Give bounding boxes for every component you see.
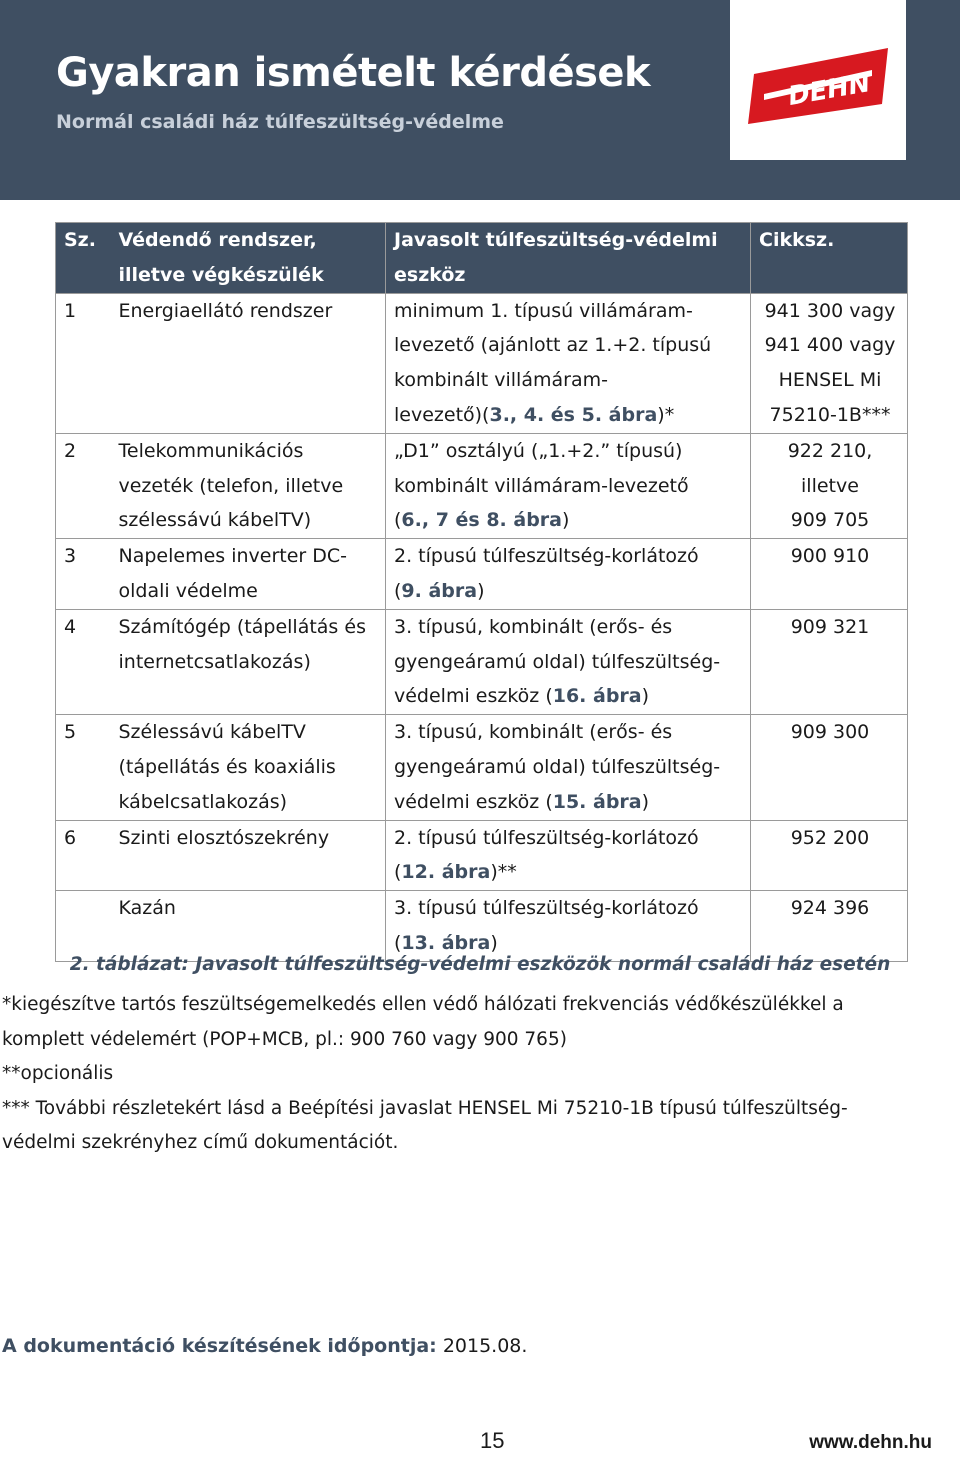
table-caption: 2. táblázat: Javasolt túlfeszültség-védelmi eszközök normál családi ház esetén [69, 954, 891, 975]
recommended-device: 3. típusú, kombinált (erős- és gyengeáramú oldal) túlfeszültség- védelmi eszköz (16. ábra) [386, 609, 751, 714]
table-row [56, 293, 908, 433]
col-header-device: Javasolt túlfeszültség-védelmi eszköz [386, 223, 751, 294]
col-header-article: Cikksz. [751, 223, 908, 294]
figure-reference: 13. ábra [401, 931, 491, 954]
protected-system: Szinti elosztószekrény [111, 820, 386, 891]
figure-reference: 16. ábra [552, 685, 642, 708]
protected-system: Napelemes inverter DC- oldali védelme [111, 539, 386, 610]
article-number: 900 910 [751, 539, 908, 610]
row-number: 5 [56, 715, 111, 820]
article-number: 941 300 vagy 941 400 vagy HENSEL Mi 75210-1B*** [751, 293, 908, 433]
protected-system: Szélessávú kábelTV (tápellátás és koaxiális kábelcsatlakozás) [111, 715, 386, 820]
table-row [56, 609, 908, 714]
figure-reference: 3., 4. és 5. ábra [489, 403, 658, 426]
document-date [2, 1335, 527, 1357]
table-row [56, 820, 908, 891]
protected-system: Telekommunikációs vezeték (telefon, illetve szélessávú kábelTV) [111, 433, 386, 538]
col-header-system: Védendő rendszer, illetve végkészülék [111, 223, 386, 294]
protected-system: Számítógép (tápellátás és internetcsatlakozás) [111, 609, 386, 714]
table-row [56, 433, 908, 538]
protection-table [55, 222, 908, 962]
row-number [56, 891, 111, 962]
row-number: 1 [56, 293, 111, 433]
article-number: 924 396 [751, 891, 908, 962]
row-number: 2 [56, 433, 111, 538]
footnote-line: védelmi szekrényhez című dokumentációt. [2, 1132, 399, 1153]
recommended-device: 2. típusú túlfeszültség-korlátozó (12. ábra)** [386, 820, 751, 891]
table-row [56, 715, 908, 820]
figure-reference: 9. ábra [401, 579, 478, 602]
table-row [56, 539, 908, 610]
row-number: 3 [56, 539, 111, 610]
article-number: 922 210, illetve 909 705 [751, 433, 908, 538]
logo-text: DEHN [785, 68, 873, 112]
figure-reference: 15. ábra [552, 790, 642, 813]
figure-reference: 6., 7 és 8. ábra [401, 509, 563, 532]
dehn-logo [730, 0, 906, 160]
table-header-row [56, 223, 908, 294]
footnote-line: *kiegészítve tartós feszültségemelkedés ellen védő hálózati frekvenciás védőkészülékkel a [2, 994, 844, 1015]
recommended-device: 3. típusú túlfeszültség-korlátozó (13. ábra) [386, 891, 751, 962]
row-number: 4 [56, 609, 111, 714]
page-number: 15 [480, 1428, 505, 1453]
page-subtitle: Normál családi ház túlfeszültség-védelme [56, 111, 504, 133]
table-row [56, 891, 908, 962]
document-date-label: A dokumentáció készítésének időpontja: [2, 1335, 437, 1357]
protected-system: Energiaellátó rendszer [111, 293, 386, 433]
header-band [0, 0, 960, 200]
footnote-line: komplett védelemért (POP+MCB, pl.: 900 760 vagy 900 765) [2, 1028, 567, 1050]
footnote-line: **opcionális [2, 1063, 114, 1084]
recommended-device: minimum 1. típusú villámáram- levezető (ajánlott az 1.+2. típusú kombinált villámáram- levezető)(3., 4. és 5. ábra)* [386, 293, 751, 433]
protected-system: Kazán [111, 891, 386, 962]
dehn-logo-icon [730, 0, 906, 160]
website-link[interactable]: www.dehn.hu [809, 1432, 932, 1453]
row-number: 6 [56, 820, 111, 891]
figure-reference: 12. ábra [401, 861, 491, 884]
recommended-device: „D1” osztályú („1.+2.” típusú) kombinált villámáram-levezető (6., 7 és 8. ábra) [386, 433, 751, 538]
col-header-num: Sz. [56, 223, 111, 294]
page-title: Gyakran ismételt kérdések [56, 50, 651, 96]
article-number: 909 300 [751, 715, 908, 820]
footnote-line: *** További részletekért lásd a Beépítési javaslat HENSEL Mi 75210-1B típusú túlfeszültség- [2, 1097, 848, 1119]
recommended-device: 3. típusú, kombinált (erős- és gyengeáramú oldal) túlfeszültség- védelmi eszköz (15. ábra) [386, 715, 751, 820]
article-number: 952 200 [751, 820, 908, 891]
recommended-device: 2. típusú túlfeszültség-korlátozó (9. ábra) [386, 539, 751, 610]
footnotes [2, 988, 952, 1161]
article-number: 909 321 [751, 609, 908, 714]
document-date-value: 2015.08. [436, 1335, 528, 1357]
